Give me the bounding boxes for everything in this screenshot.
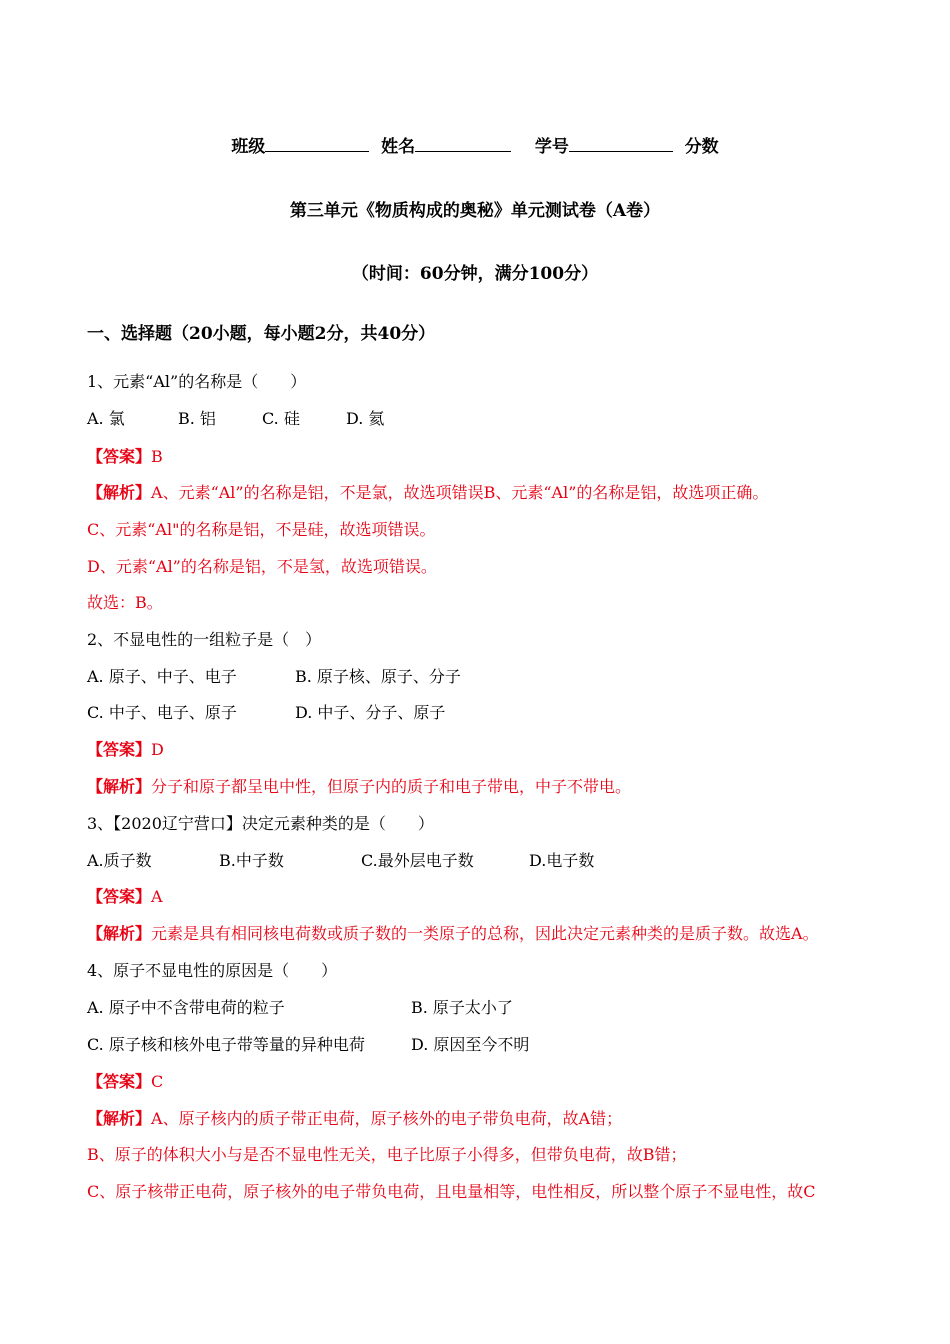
answer-2 [87,739,164,761]
analysis-1-line-3: D、元素“Al”的名称是铝，不是氢，故选项错误。 [87,557,437,576]
answer-4 [87,1071,163,1093]
time-note: （时间：60分钟，满分100分） [351,264,599,284]
question-4-options-row-1 [87,997,513,1019]
answer-tag: 【答案】 [87,447,152,466]
option-a: A. 原子中不含带电荷的粒子 [87,998,285,1017]
question-4-stem: 4、原子不显电性的原因是（ ） [87,961,338,980]
analysis-tag: 【解析】 [87,1109,152,1128]
answer-tag: 【答案】 [87,740,152,759]
answer-tag: 【答案】 [87,1072,152,1091]
analysis-tag: 【解析】 [87,483,152,502]
id-blank[interactable] [569,135,673,152]
option-b: B.中子数 [219,851,284,870]
analysis-4-line-1 [87,1108,622,1130]
analysis-1-line-4: 故选：B。 [87,593,163,612]
analysis-4-line-2: B、原子的体积大小与是否不显电性无关，电子比原子小得多，但带负电荷，故B错； [87,1145,687,1164]
question-4-options-row-2 [87,1034,529,1056]
answer-value: D [151,740,164,759]
option-a: A. 氯 [87,409,125,428]
student-info-header [0,132,950,157]
option-c: C. 原子核和核外电子带等量的异种电荷 [87,1035,365,1054]
score-label: 分数 [684,137,719,157]
option-c: C.最外层电子数 [361,851,474,870]
analysis-text: 分子和原子都呈电中性，但原子内的质子和电子带电，中子不带电。 [151,777,632,796]
section-heading: 一、选择题（20小题，每小题2分，共40分） [87,324,436,344]
question-2-options-row-2 [87,702,445,724]
analysis-1-line-2: C、元素“Al"的名称是铝，不是硅，故选项错误。 [87,520,436,539]
class-blank[interactable] [265,135,369,152]
option-b: B. 铝 [178,409,216,428]
option-d: D.电子数 [529,851,595,870]
answer-value: A [151,887,163,906]
option-d: D. 氦 [346,409,385,428]
analysis-text: A、元素“Al”的名称是铝，不是氯，故选项错误B、元素“Al”的名称是铝，故选项正确。 [151,483,769,502]
option-d: D. 原因至今不明 [411,1035,530,1054]
analysis-tag: 【解析】 [87,777,152,796]
page-title: 第三单元《物质构成的奥秘》单元测试卷（A卷） [289,201,661,221]
analysis-4-line-3: C、原子核带正电荷，原子核外的电子带负电荷，且电量相等，电性相反，所以整个原子不显电性，故C [87,1182,816,1201]
answer-tag: 【答案】 [87,887,152,906]
analysis-tag: 【解析】 [87,924,152,943]
option-c: C. 中子、电子、原子 [87,703,237,722]
question-2-stem: 2、不显电性的一组粒子是（ ） [87,630,322,649]
analysis-1-line-1 [87,482,768,504]
class-label: 班级 [231,137,266,157]
analysis-2 [87,776,631,798]
name-blank[interactable] [415,135,511,152]
answer-value: C [151,1072,164,1091]
analysis-text: A、原子核内的质子带正电荷，原子核外的电子带负电荷，故A错； [151,1109,623,1128]
analysis-text: 元素是具有相同核电荷数或质子数的一类原子的总称，因此决定元素种类的是质子数。故选A。 [151,924,819,943]
name-label: 姓名 [381,137,416,157]
option-c: C. 硅 [262,409,300,428]
option-a: A.质子数 [87,851,152,870]
analysis-3 [87,923,819,945]
answer-1 [87,446,163,468]
option-b: B. 原子太小了 [411,998,513,1017]
question-3-stem: 3、【2020辽宁营口】决定元素种类的是（ ） [87,814,434,833]
question-2-options-row-1 [87,666,461,688]
question-1-stem: 1、元素“Al”的名称是（ ） [87,372,307,391]
answer-3 [87,886,163,908]
question-1-options [87,408,384,430]
option-b: B. 原子核、原子、分子 [295,667,461,686]
id-label: 学号 [534,137,569,157]
answer-value: B [151,447,163,466]
option-d: D. 中子、分子、原子 [295,703,446,722]
question-3-options [87,850,594,872]
option-a: A. 原子、中子、电子 [87,667,237,686]
